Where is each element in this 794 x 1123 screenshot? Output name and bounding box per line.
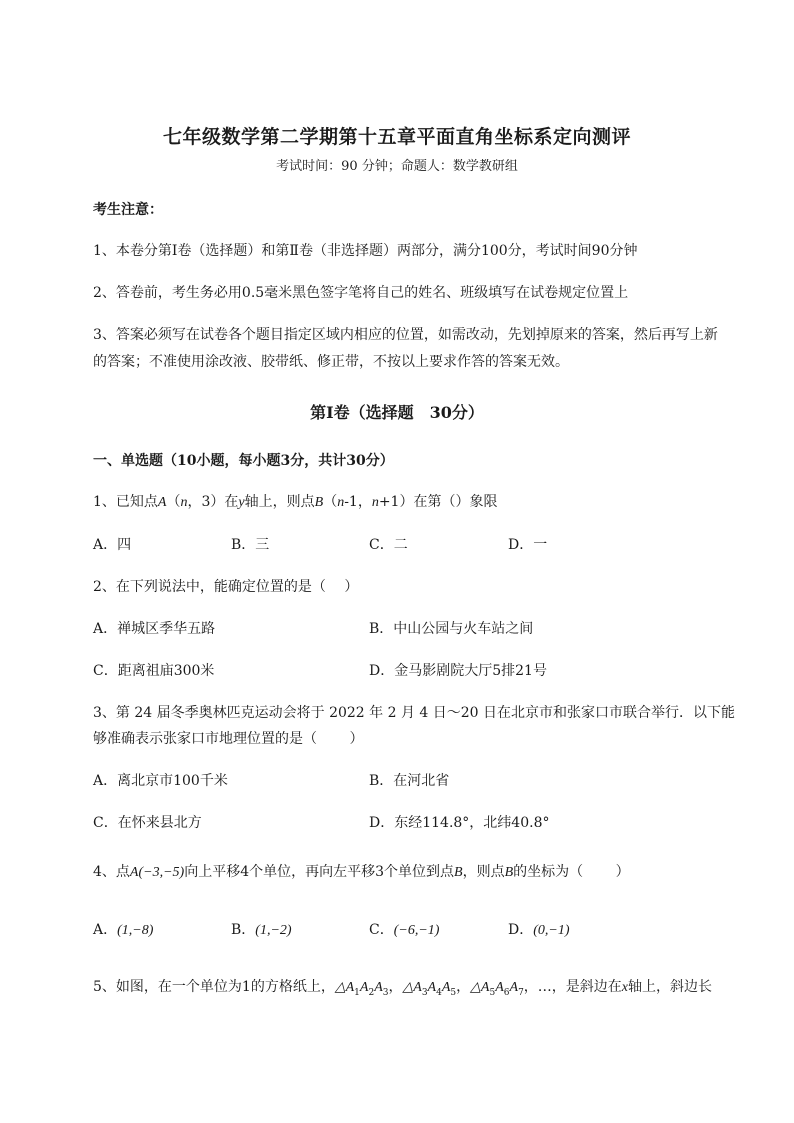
q4-text: 的坐标为（ ） <box>513 864 630 880</box>
q4-opt-label: C． <box>369 922 394 938</box>
q1-var: A <box>157 495 167 510</box>
q5-var: A <box>374 980 383 995</box>
question-3-stem: 3、第 24 届冬季奥林匹克运动会将于 2022 年 2 月 4 日～20 日在北京市和张家口市联合举行．以下能 <box>93 705 736 721</box>
q4-opt-value: (−6,−1) <box>393 923 440 938</box>
q4-var: A <box>129 865 139 880</box>
q5-var: A <box>359 980 369 995</box>
q1-var: n <box>337 495 345 510</box>
q4-text: 3 <box>375 864 385 880</box>
q5-text: ，…，是斜边在 <box>523 979 622 995</box>
q4-text: 个单位，再向左平移 <box>249 864 376 880</box>
question-4-option-d <box>508 920 570 941</box>
q1-text: -1， <box>344 494 372 510</box>
q4-opt-label: B． <box>231 922 256 938</box>
q1-text: （ <box>166 494 181 510</box>
q5-sub: 2 <box>368 987 375 998</box>
q4-text: ，则点 <box>462 864 505 880</box>
notice-item-1: 1、本卷分第Ⅰ卷（选择题）和第Ⅱ卷（非选择题）两部分，满分100分，考试时间90分钟 <box>93 243 638 259</box>
q5-sub: 5 <box>489 987 496 998</box>
notice-item-3: 3、答案必须写在试卷各个题目指定区域内相应的位置，如需改动，先划掉原来的答案，然后再写上新 <box>93 327 718 343</box>
q4-opt-label: A． <box>93 922 118 938</box>
q1-text: +1）在第（）象限 <box>378 494 498 510</box>
q1-text: 1、已知点 <box>93 494 158 510</box>
question-1-stem <box>93 492 497 513</box>
q4-text: 向上平移 <box>184 864 241 880</box>
q5-sub: 3 <box>382 987 389 998</box>
q4-var: B <box>454 865 463 880</box>
q4-text: 4 <box>240 864 250 880</box>
notice-item-3-cont: 的答案；不准使用涂改液、胶带纸、修正带，不按以上要求作答的答案无效。 <box>93 354 569 370</box>
question-4-option-b <box>231 920 292 941</box>
part-heading: 一、单选题（10小题，每小题3分，共计30分） <box>93 453 394 469</box>
q4-coord: (−3,−5) <box>138 865 185 880</box>
q5-sub: 4 <box>436 987 442 998</box>
q1-var: y <box>238 495 245 510</box>
q5-text: ， <box>456 979 471 995</box>
question-1-option-d: D．一 <box>508 537 548 553</box>
q4-text: 4、点 <box>93 864 130 880</box>
q4-var: B <box>504 865 514 880</box>
q5-text: 5、如图，在一个单位为1的方格纸上， <box>93 979 335 995</box>
question-5-stem <box>93 977 712 1003</box>
q4-text: 个单位到点 <box>384 864 455 880</box>
q5-sub: 6 <box>503 987 510 998</box>
q5-sub: 7 <box>518 987 524 998</box>
section-title: 第Ⅰ卷（选择题 30分） <box>310 403 484 422</box>
q1-var: n <box>180 495 188 510</box>
page-title: 七年级数学第二学期第十五章平面直角坐标系定向测评 <box>162 126 631 148</box>
question-3-option-b: B．在河北省 <box>369 773 450 789</box>
question-1-option-b: B．三 <box>231 537 270 553</box>
q5-sub: 3 <box>421 987 428 998</box>
q5-tri: △A <box>470 980 490 995</box>
q1-var: n <box>371 495 379 510</box>
question-2-option-b: B．中山公园与火车站之间 <box>369 621 534 637</box>
q5-sub: 1 <box>354 987 360 998</box>
q1-text: ，3）在 <box>187 494 239 510</box>
notice-heading: 考生注意： <box>93 202 163 218</box>
q5-var: x <box>621 980 629 995</box>
exam-subtitle: 考试时间：90 分钟；命题人：数学教研组 <box>276 159 518 174</box>
question-4-stem <box>93 862 630 883</box>
q4-opt-value: (1,−2) <box>255 923 292 938</box>
q5-var: A <box>441 980 451 995</box>
question-1-option-c: C．二 <box>369 537 408 553</box>
q1-text: 轴上，则点 <box>244 494 315 510</box>
question-4-option-a <box>93 920 153 941</box>
question-3-option-c: C．在怀来县北方 <box>93 815 202 831</box>
question-4-option-c <box>369 920 439 941</box>
q5-tri: △A <box>334 980 355 995</box>
q4-opt-label: D． <box>508 922 534 938</box>
q5-tri: △A <box>402 980 422 995</box>
q5-var: A <box>495 980 504 995</box>
q5-sub: 5 <box>450 987 457 998</box>
question-1-option-a: A．四 <box>93 537 132 553</box>
q5-text: ， <box>388 979 403 995</box>
notice-item-2: 2、答卷前，考生务必用0.5毫米黑色签字笔将自己的姓名、班级填写在试卷规定位置上 <box>93 285 629 301</box>
q5-var: A <box>509 980 519 995</box>
question-3-stem-cont: 够准确表示张家口市地理位置的是（ ） <box>93 731 364 747</box>
question-2-stem: 2、在下列说法中，能确定位置的是（ ） <box>93 579 359 595</box>
question-2-option-c: C．距离祖庙300米 <box>93 663 215 679</box>
question-2-option-d: D．金马影剧院大厅5排21号 <box>369 663 547 679</box>
question-3-option-a: A．离北京市100千米 <box>93 773 228 789</box>
q5-var: A <box>427 980 437 995</box>
question-3-option-d: D．东经114.8°，北纬40.8° <box>369 815 550 831</box>
q4-opt-value: (0,−1) <box>533 923 570 938</box>
q1-text: （ <box>323 494 338 510</box>
question-2-option-a: A．禅城区季华五路 <box>93 621 216 637</box>
q5-text: 轴上，斜边长 <box>628 979 713 995</box>
q1-var: B <box>314 495 324 510</box>
q4-opt-value: (1,−8) <box>117 923 154 938</box>
